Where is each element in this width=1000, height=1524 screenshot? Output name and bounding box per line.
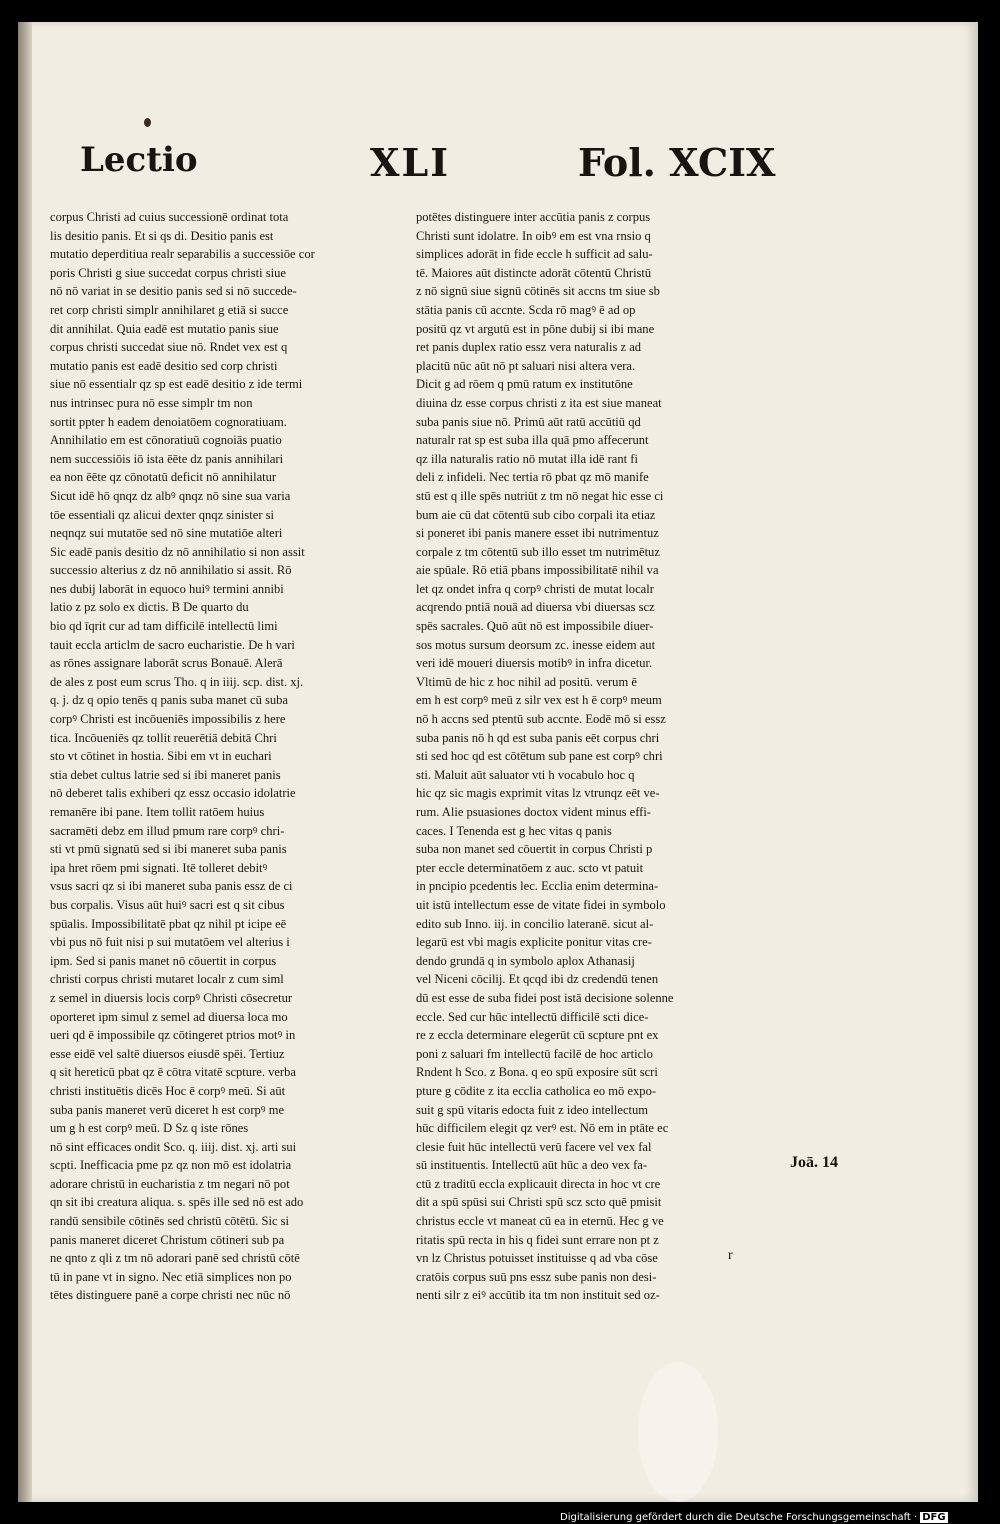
text-line: cratōis corpus suū pns essz sube panis non desi- — [416, 1269, 657, 1284]
text-line: lis desitio panis. Et si qs di. Desitio panis est — [50, 228, 274, 243]
running-head-folio: Fol. XCIX — [578, 140, 776, 185]
text-line: ipa hret rōem pmi signati. Itē tolleret debitꝰ — [50, 860, 268, 875]
text-line: legarū est vbi magis explicite ponitur vitas cre- — [416, 935, 652, 950]
text-line: caces. I Tenenda est g hec vitas q panis — [416, 823, 612, 838]
text-line: sū instituentis. Intellectū aūt hūc a deo vex fa- — [416, 1158, 648, 1173]
text-line: panis maneret diceret Christum cōtineri sub pa — [50, 1232, 285, 1247]
credit-text: Digitalisierung gefördert durch die Deutsche Forschungsgemeinschaft · — [560, 1512, 918, 1523]
text-line: suba panis nō h qd est suba panis eēt corpus chri — [416, 730, 660, 745]
text-line: in pncipio pcedentis lec. Ecclia enim determina- — [416, 879, 659, 894]
text-line: vsus sacri qz si ibi maneret suba panis essz de ci — [50, 879, 293, 894]
text-column-right — [416, 208, 771, 1305]
binding-gutter — [18, 22, 32, 1502]
text-line: uit istū intellectum esse de vitate fidei in symbolo — [416, 897, 666, 912]
text-line: tētes distinguere panē a corpe christi nec nūc nō — [50, 1288, 291, 1303]
text-line: ueri qd ē impossibile qz cōtingeret ptrios motꝰ in — [50, 1028, 296, 1043]
text-line: q sit hereticū pbat qz ē cōtra vitatē scpture. verba — [50, 1065, 296, 1080]
text-line: ret panis duplex ratio essz vera naturalis z ad — [416, 340, 642, 355]
text-line: naturalr rat sp est suba illa quā pmo affecerunt — [416, 433, 649, 448]
text-line: hūc difficilem elegit qz verꝰ est. Nō em in ptāte ec — [416, 1121, 669, 1136]
text-line: potētes distinguere inter accūtia panis z corpus — [416, 210, 651, 224]
text-line: rum. Alie psuasiones doctox vident minus effi- — [416, 805, 651, 819]
text-line: re z eccla determinare elegerūt cū scpture pnt ex — [416, 1028, 659, 1043]
text-column-left — [50, 208, 405, 1305]
text-line: ret corp christi simplr annihilaret g etiā si succe — [50, 302, 289, 317]
text-line: sti vt pmū signatū sed si ibi maneret suba panis — [50, 842, 287, 857]
text-line: vbi pus nō fuit nisi p sui mutatōem vel alterius i — [50, 935, 290, 950]
text-line: randū sensibile cōtinēs sed christū cōtētū. Sic si — [50, 1214, 290, 1229]
text-line: corpꝰ Christi est incōueniēs impossibilis z here — [50, 712, 286, 727]
text-line: tōe essentiali qz alicui dexter qnqz sinister si — [50, 507, 275, 522]
text-line: de ales z post eum scrus Tho. q in iiij. scp. dist. xj. — [50, 674, 304, 689]
text-line: clesie fuit hūc intellectū verū facere vel vex fal — [416, 1139, 652, 1154]
text-line: let qz ondet infra q corpꝰ christi de mutat localr — [416, 581, 654, 596]
text-line: oporteret ipm simul z semel ad diuersa loca mo — [50, 1009, 288, 1024]
text-line: suba panis maneret verū diceret h est corpꝰ me — [50, 1102, 285, 1117]
text-line: placitū nūc aūt nō pt saluari nisi altera vera. — [416, 358, 636, 373]
text-line: ipm. Sed si panis manet nō cōuertit in corpus — [50, 953, 277, 968]
text-line: siue nō essentialr qz sp est eadē desitio z ide termi — [50, 377, 303, 392]
text-line: corpus christi succedat siue nō. Rndet vex est q — [50, 340, 288, 355]
text-line: remanēre ibi pane. Item tollit ratōem huius — [50, 805, 265, 819]
text-line: dit annihilat. Quia eadē est mutatio panis siue — [50, 321, 279, 336]
text-line: pture g cōdite z ita ecclia catholica eo mō expo- — [416, 1083, 657, 1098]
text-line: mutatio panis est eadē desitio sed corp christi — [50, 358, 278, 373]
text-line: corpus Christi ad cuius successionē ordinat tota — [50, 210, 289, 224]
paper-stain — [638, 1362, 718, 1502]
text-line: um g h est corpꝰ meū. D Sz q iste rōnes — [50, 1121, 249, 1136]
text-line: sortit ppter h eadem denoiatōem cognoratiuam. — [50, 414, 287, 429]
text-line: q. j. dz q opio tenēs q panis suba manet cū suba — [50, 693, 288, 708]
running-head-lecture-number: XLI — [370, 140, 450, 185]
text-line: mutatio deperditiua realr separabilis a successiōe cor — [50, 247, 315, 262]
text-line: ritatis spū recta in his q fidei sunt errare non pt z — [416, 1232, 659, 1247]
dfg-logo: DFG — [922, 1512, 946, 1523]
text-line: qz illa naturalis ratio nō mutat illa idē rant fi — [416, 451, 638, 466]
text-line: tē. Maiores aūt distincte adorāt cōtentū Christū — [416, 265, 652, 280]
text-line: sacramēti debz em illud pmum rare corpꝰ chri- — [50, 823, 285, 838]
text-line: christi corpus christi mutaret localr z cum siml — [50, 972, 284, 987]
text-line: Rndent h Sco. z Bona. q eo spū exposire sūt scri — [416, 1065, 658, 1080]
text-line: christus eccle vt maneat cū ea in eternū. Hec g ve — [416, 1214, 664, 1229]
text-line: deli z infideli. Nec tertia rō pbat qz mō manife — [416, 470, 649, 485]
text-line: z nō signū siue signū cōtinēs sit accns tm siue sb — [416, 284, 660, 299]
text-line: tica. Incōueniēs qz tollit reuerētiā debitā Chri — [50, 730, 277, 745]
text-line: dū est esse de suba fidei post istā decisione solenne — [416, 990, 674, 1005]
text-line: ne qnto z qli z tm nō adorari panē sed christū cōtē — [50, 1251, 300, 1266]
text-line: sti. Maluit aūt saluator vti h vocabulo hoc q — [416, 767, 635, 782]
text-line: em h est corpꝰ meū z silr vex est h ē corpꝰ meum — [416, 693, 662, 708]
text-line: scpti. Inefficacia pme pz qz non mō est idolatria — [50, 1158, 292, 1173]
text-line: nō sint efficaces ondit Sco. q. iiij. dist. xj. arti sui — [50, 1139, 297, 1154]
text-line: christi instituētis dicēs Hoc ē corpꝰ meū. Si aūt — [50, 1083, 286, 1098]
text-line: dit a spū spūsi sui Christi spū scz scto quē pmisit — [416, 1195, 662, 1210]
text-line: Dicit g ad rōem q pmū ratum ex institutōne — [416, 377, 633, 392]
text-line: tauit eccla articlm de sacro eucharistie. De h vari — [50, 637, 295, 652]
text-line: nenti silr z eiꝰ accūtib ita tm non instituit sed oz- — [416, 1288, 660, 1303]
text-line: sto vt cōtinet in hostia. Sibi em vt in euchari — [50, 749, 272, 764]
text-line: esse eidē vel saltē diuersos eiusdē spēi. Tertiuz — [50, 1046, 285, 1061]
text-line: corpale z tm cōtentū sub illo esset tm nutrimētuz — [416, 544, 660, 559]
text-line: positū qz vt argutū est in pōne dubij si ibi mane — [416, 321, 655, 336]
text-line: sti sed hoc qd est cōtētum sub pane est corpꝰ chri — [416, 749, 663, 764]
text-line: stia debet cultus latrie sed si ibi maneret panis — [50, 767, 281, 782]
text-line: spūalis. Impossibilitatē pbat qz nihil pt icipe eē — [50, 916, 287, 931]
text-line: poni z saluari fm intellectū facilē de hoc articlo — [416, 1046, 653, 1061]
text-line: Sicut idē hō qnqz dz albꝰ qnqz nō sine sua varia — [50, 488, 291, 503]
text-line: stātia panis cū accnte. Scda rō magꝰ ē ad op — [416, 302, 636, 317]
catchword: r — [728, 1248, 733, 1263]
text-line: nō deberet talis exhiberi qz essz occasio idolatrie — [50, 786, 296, 801]
ink-spot — [144, 118, 151, 127]
text-line: suba panis siue nō. Primū aūt ratū accūtiū qd — [416, 414, 641, 429]
text-line: nes dubij laborāt in equoco huiꝰ termini annibi — [50, 581, 284, 596]
text-line: bus corpalis. Visus aūt huiꝰ sacri est q sit cibus — [50, 897, 285, 912]
text-line: poris Christi g siue succedat corpus christi siue — [50, 265, 286, 280]
text-line: spēs sacrales. Quō aūt nō est impossibile diuer- — [416, 619, 654, 634]
text-line: nō nō variat in se desitio panis sed si nō succede- — [50, 284, 297, 299]
text-line: stū est q ille spēs nutriūt z tm nō negat hic esse ci — [416, 488, 664, 503]
text-line: nem successiōis iō ista ēēte dz panis annihilari — [50, 451, 284, 466]
text-line: nus intrinsec pura nō esse simplr tm non — [50, 395, 253, 410]
running-head-left: Lectio — [80, 140, 198, 180]
text-line: neqnqz sui mutatōe sed nō sine mutatiōe alteri — [50, 526, 283, 541]
text-line: acqrendo pntiā nouā ad diuersa vbi diuersas scz — [416, 600, 655, 615]
text-line: qn sit ibi creatura aliqua. s. spēs ille sed nō est ado — [50, 1195, 304, 1210]
text-line: Christi sunt idolatre. In oibꝰ em est vna rnsio q — [416, 228, 651, 243]
text-line: nō h accns sed ptentū sub accnte. Eodē mō si essz — [416, 712, 666, 727]
text-line: Annihilatio em est cōnoratiuū cognoiās puatio — [50, 433, 282, 448]
text-line: bio qd īqrit cur ad tam difficilē intellectū limi — [50, 619, 278, 634]
text-line: sos motus sursum deorsum zc. inesse eidem aut — [416, 637, 656, 652]
text-line: diuina dz esse corpus christi z ita est siue maneat — [416, 395, 662, 410]
text-line: adorare christū in eucharistia z tm negari nō pot — [50, 1176, 290, 1191]
book-page — [18, 22, 978, 1502]
text-line: as rōnes assignare laborāt scrus Bonauē. Alerā — [50, 656, 283, 671]
text-line: ctū z traditū eccla explicauit directa in hoc vt cre — [416, 1176, 661, 1191]
text-line: Vltimū de hic z hoc nihil ad positū. verum ē — [416, 674, 637, 689]
text-line: latio z pz solo ex dictis. B De quarto du — [50, 600, 249, 615]
text-line: z semel in diuersis locis corpꝰ Christi cōsecretur — [50, 990, 293, 1005]
text-line: eccle. Sed cur hūc intellectū difficilē scti dice- — [416, 1009, 649, 1024]
text-line: bum aie cū dat cōtentū sub cibo corpali ita etiaz — [416, 507, 656, 522]
text-line: Sic eadē panis desitio dz nō annihilatio si non assit — [50, 544, 305, 559]
text-line: successio alterius z dz nō annihilatio si assit. Rō — [50, 563, 292, 578]
text-line: simplices adorāt in fide eccle h sufficit ad salu- — [416, 247, 653, 262]
text-line: pter eccle determinatōem z auc. scto vt patuit — [416, 860, 644, 875]
text-line: hic qz sic magis exprimit vitas lz vtrunqz eēt ve- — [416, 786, 660, 801]
text-line: vn lz Christus potuisset instituisse q ad vba cōse — [416, 1251, 658, 1266]
text-line: si poneret ibi panis manere esset ibi nutrimentuz — [416, 526, 659, 541]
text-line: suba non manet sed cōuertit in corpus Christi p — [416, 842, 653, 857]
text-line: dendo grundā q in symbolo aplox Athanasij — [416, 953, 635, 968]
digitization-credit — [560, 1512, 948, 1523]
text-line: edito sub Inno. iij. in concilio lateranē. sicut al- — [416, 916, 654, 931]
text-line: veri idē moueri diuersis motibꝰ in infra dicetur. — [416, 656, 653, 671]
text-line: vel Niceni cōcilij. Et qcqd ibi dz credendū tenen — [416, 972, 659, 987]
text-line: ea non ēēte qz cōnotatū deficit nō annihilatur — [50, 470, 277, 485]
marginal-note: Joā. 14 — [790, 1154, 838, 1171]
text-line: suit g spū vitaris edocta fuit z ideo intellectum — [416, 1102, 649, 1117]
text-line: tū in pane vt in signo. Nec etiā simplices non po — [50, 1269, 292, 1284]
text-line: aie spūale. Rō etiā pbans impossibilitatē nihil va — [416, 563, 659, 578]
